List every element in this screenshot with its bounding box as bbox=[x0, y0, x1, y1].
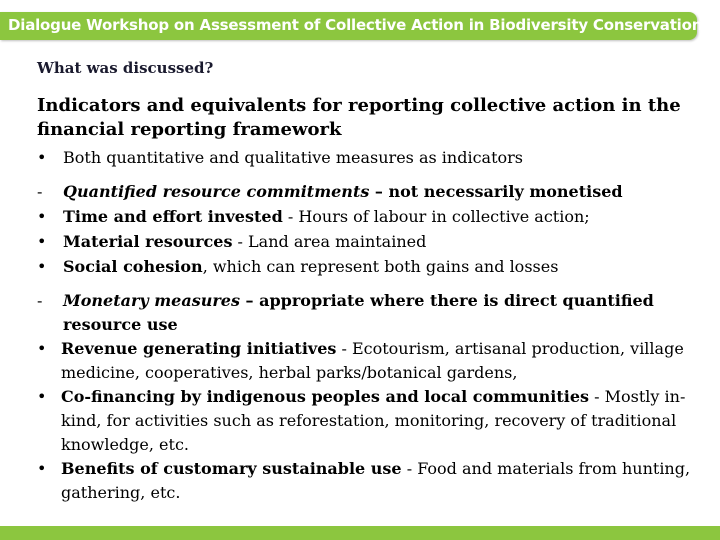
item-label: Benefits of customary sustainable use bbox=[61, 459, 402, 478]
quantified-heading-label: Quantified resource commitments bbox=[63, 182, 370, 201]
monetary-section bbox=[37, 289, 707, 505]
list-item bbox=[37, 457, 707, 505]
title-banner bbox=[0, 12, 703, 40]
item-text: - Ecotourism, artisanal production, village medicine, cooperatives, herbal parks/botanical gardens, bbox=[61, 339, 684, 382]
bullet-marker: • bbox=[37, 232, 47, 251]
item-label: Revenue generating initiatives bbox=[61, 339, 337, 358]
list-item bbox=[37, 385, 707, 457]
intro-bullet bbox=[37, 146, 523, 170]
bullet-marker: • bbox=[37, 257, 47, 276]
item-text: - Food and materials from hunting, gathering, etc. bbox=[61, 459, 691, 502]
list-item bbox=[37, 337, 707, 385]
item-label: Social cohesion bbox=[63, 257, 203, 276]
list-item bbox=[37, 255, 558, 279]
dash-marker: - bbox=[37, 182, 43, 201]
item-label: Time and effort invested bbox=[63, 207, 283, 226]
item-text: - Land area maintained bbox=[232, 232, 427, 251]
banner-title: Dialogue Workshop on Assessment of Collective Action in Biodiversity Conservation bbox=[8, 16, 703, 34]
footer-band bbox=[0, 526, 720, 540]
bullet-marker: • bbox=[37, 459, 47, 478]
bullet-marker: • bbox=[37, 339, 47, 358]
main-heading: Indicators and equivalents for reporting collective action in the financial reporting framework bbox=[37, 95, 681, 140]
monetary-heading-rest: – appropriate where there is direct quantified resource use bbox=[63, 291, 654, 334]
quantified-heading bbox=[37, 180, 623, 204]
monetary-heading bbox=[37, 289, 707, 337]
list-item bbox=[37, 205, 590, 229]
sub-heading: What was discussed? bbox=[37, 59, 214, 77]
list-item bbox=[37, 230, 426, 254]
item-label: Material resources bbox=[63, 232, 233, 251]
bullet-marker: • bbox=[37, 387, 47, 406]
item-text: - Mostly in-kind, for activities such as reforestation, monitoring, recovery of traditional knowledge, etc. bbox=[61, 387, 686, 454]
bullet-marker: • bbox=[37, 207, 47, 226]
intro-text: Both quantitative and qualitative measures as indicators bbox=[63, 148, 524, 167]
monetary-heading-label: Monetary measures bbox=[63, 291, 240, 310]
item-label: Co-financing by indigenous peoples and local communities bbox=[61, 387, 590, 406]
dash-marker: - bbox=[37, 291, 43, 310]
item-text: , which can represent both gains and losses bbox=[202, 257, 559, 276]
quantified-heading-rest: – not necessarily monetised bbox=[369, 182, 623, 201]
item-text: - Hours of labour in collective action; bbox=[282, 207, 590, 226]
bullet-marker: • bbox=[37, 148, 47, 167]
